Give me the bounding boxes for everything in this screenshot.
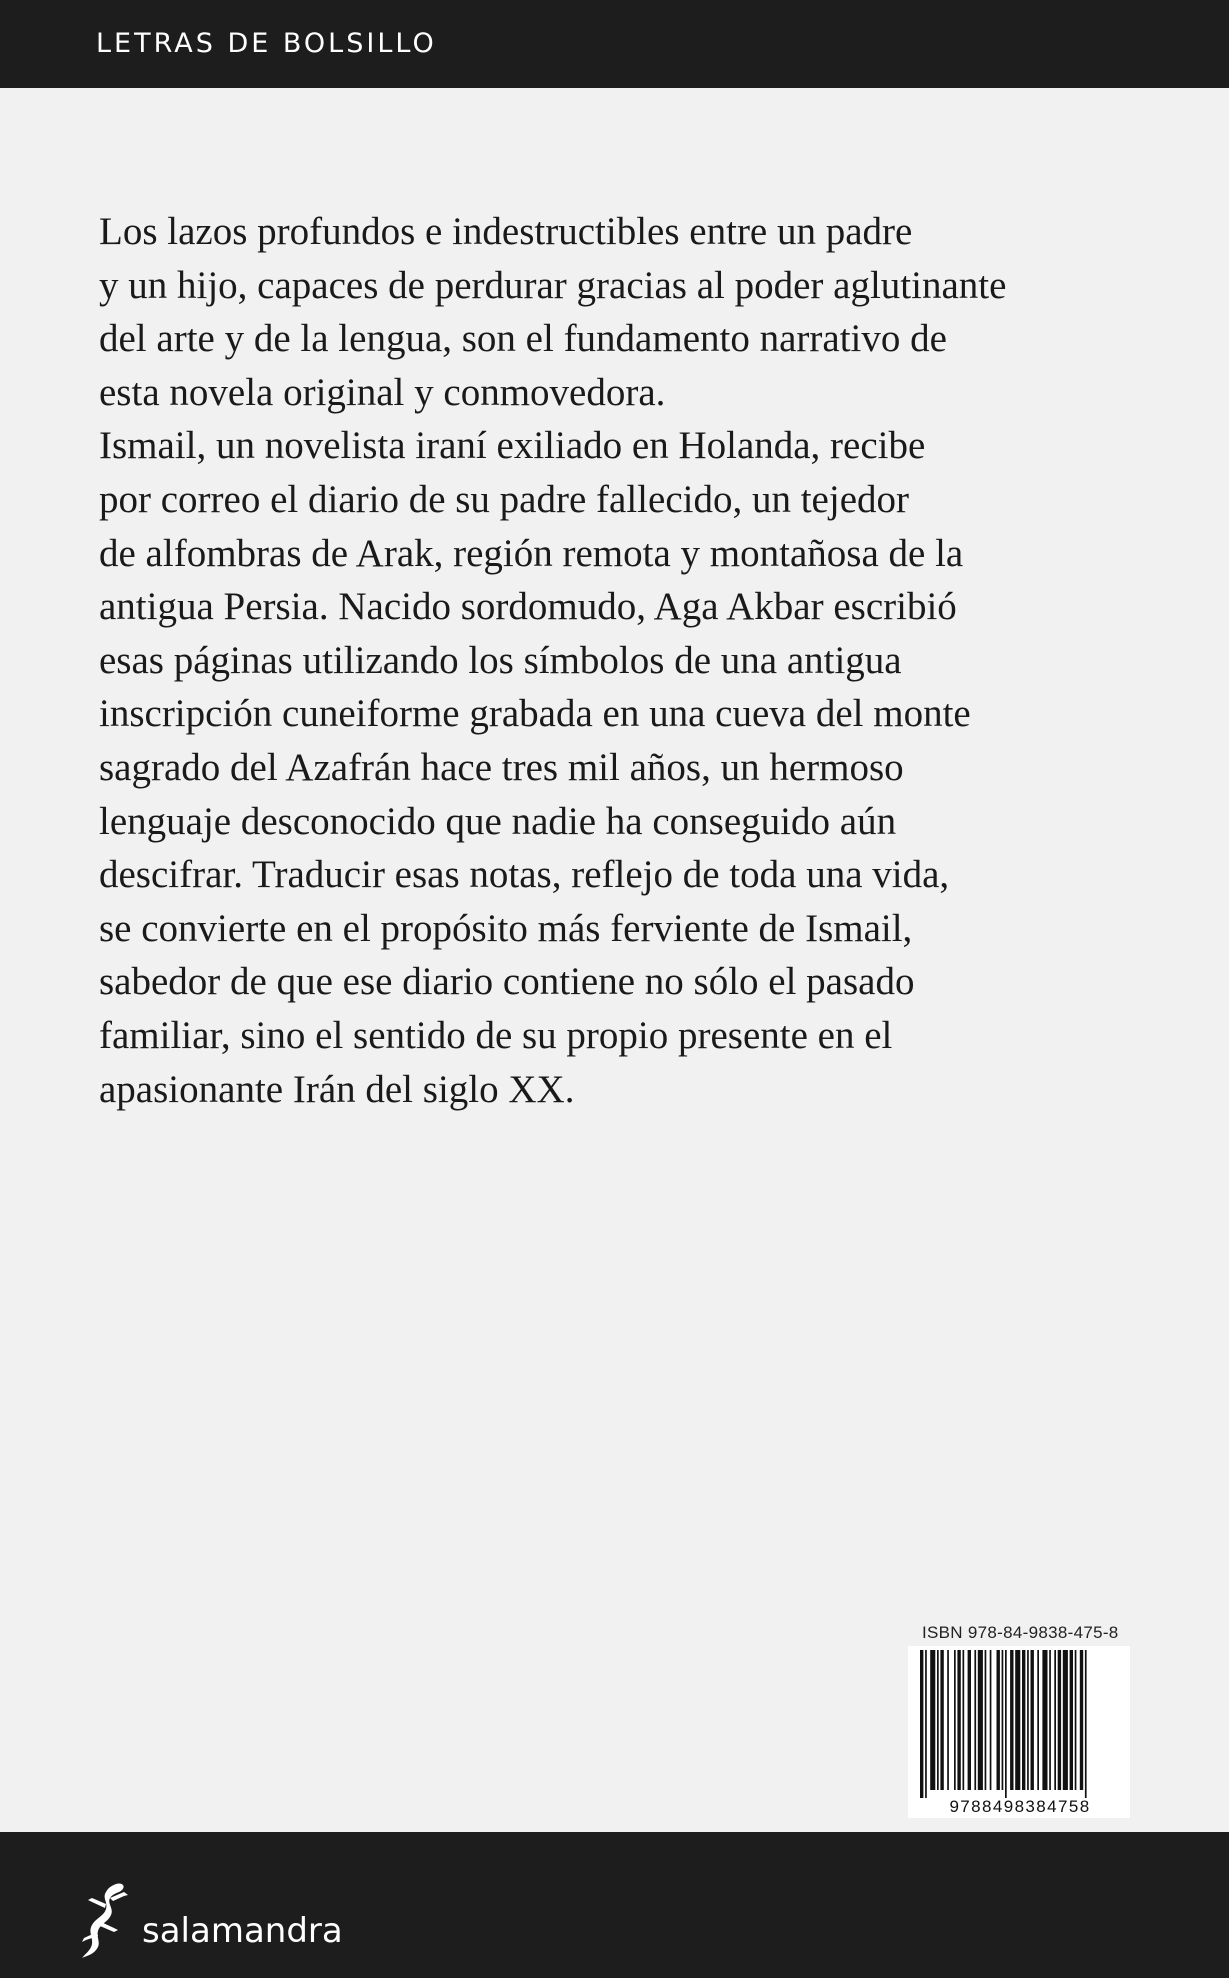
barcode-bar bbox=[1010, 1650, 1013, 1790]
barcode-bar bbox=[1022, 1650, 1025, 1790]
isbn-label: ISBN 978-84-9838-475-8 bbox=[922, 1623, 1119, 1642]
barcode-bar bbox=[1058, 1650, 1061, 1790]
blurb-line: lenguaje desconocido que nadie ha conseguido aún bbox=[99, 799, 897, 843]
blurb-line: se convierte en el propósito más ferviente de Ismail, bbox=[99, 906, 913, 950]
barcode-bar bbox=[1005, 1650, 1007, 1798]
barcode-bar bbox=[920, 1650, 923, 1798]
blurb-line: de alfombras de Arak, región remota y montañosa de la bbox=[99, 531, 964, 575]
barcode-bar bbox=[954, 1650, 956, 1790]
barcode-bar bbox=[990, 1650, 992, 1790]
blurb-line: por correo el diario de su padre fallecido, un tejedor bbox=[99, 477, 909, 521]
barcode-bar bbox=[997, 1650, 1000, 1790]
blurb-line: esas páginas utilizando los símbolos de una antigua bbox=[99, 638, 902, 682]
barcode-bar bbox=[1015, 1650, 1020, 1790]
barcode-bar bbox=[1031, 1650, 1034, 1790]
salamander-icon bbox=[80, 1880, 140, 1960]
blurb-line: inscripción cuneiforme grabada en una cueva del monte bbox=[99, 692, 971, 736]
blurb-line: sagrado del Azafrán hace tres mil años, un hermoso bbox=[99, 745, 904, 789]
barcode-digits: 9788498384758 bbox=[949, 1797, 1091, 1816]
barcode-bar bbox=[1070, 1650, 1073, 1790]
barcode-bar bbox=[968, 1650, 971, 1790]
barcode-bar bbox=[974, 1650, 976, 1790]
barcode-bar bbox=[947, 1650, 949, 1790]
barcode-bar bbox=[1002, 1650, 1004, 1790]
barcode-bar bbox=[1042, 1650, 1047, 1790]
blurb-line: apasionante Irán del siglo XX. bbox=[99, 1067, 575, 1111]
publisher-logo bbox=[80, 1880, 380, 1960]
barcode-bar bbox=[930, 1650, 935, 1790]
publisher-name: salamandra bbox=[142, 1911, 343, 1951]
blurb-line: Ismail, un novelista iraní exiliado en Holanda, recibe bbox=[99, 424, 926, 468]
back-cover-blurb bbox=[99, 205, 1119, 1116]
barcode-bar bbox=[1049, 1650, 1051, 1790]
blurb-line: Los lazos profundos e indestructibles entre un padre bbox=[99, 210, 913, 253]
barcode-bar bbox=[925, 1650, 927, 1798]
barcode-bar bbox=[978, 1650, 983, 1790]
barcode-bar bbox=[1080, 1650, 1083, 1790]
barcode-bar bbox=[937, 1650, 939, 1790]
barcode-bar bbox=[963, 1650, 965, 1790]
barcode-bar bbox=[985, 1650, 987, 1790]
barcode-bar bbox=[1037, 1650, 1039, 1790]
barcode-bar bbox=[1075, 1650, 1077, 1790]
barcode-bar bbox=[957, 1650, 960, 1790]
blurb-line: familiar, sino el sentido de su propio presente en el bbox=[99, 1013, 893, 1057]
blurb-line: antigua Persia. Nacido sordomudo, Aga Akbar escribió bbox=[99, 585, 957, 629]
blurb-line: y un hijo, capaces de perdurar gracias al poder aglutinante bbox=[99, 263, 1007, 307]
blurb-line: sabedor de que ese diario contiene no sólo el pasado bbox=[99, 960, 915, 1004]
barcode-bar bbox=[1027, 1650, 1029, 1790]
blurb-line: del arte y de la lengua, son el fundamento narrativo de bbox=[99, 317, 947, 361]
barcode-bar bbox=[1054, 1650, 1056, 1790]
barcode-bar bbox=[1063, 1650, 1068, 1790]
blurb-line: esta novela original y conmovedora. bbox=[99, 370, 666, 414]
series-title: LETRAS DE BOLSILLO bbox=[96, 28, 437, 59]
blurb-line: descifrar. Traducir esas notas, reflejo de toda una vida, bbox=[99, 853, 950, 897]
barcode-bar bbox=[1085, 1650, 1087, 1798]
top-band bbox=[0, 0, 1229, 88]
isbn-barcode bbox=[908, 1646, 1130, 1818]
barcode-bar bbox=[940, 1650, 943, 1790]
